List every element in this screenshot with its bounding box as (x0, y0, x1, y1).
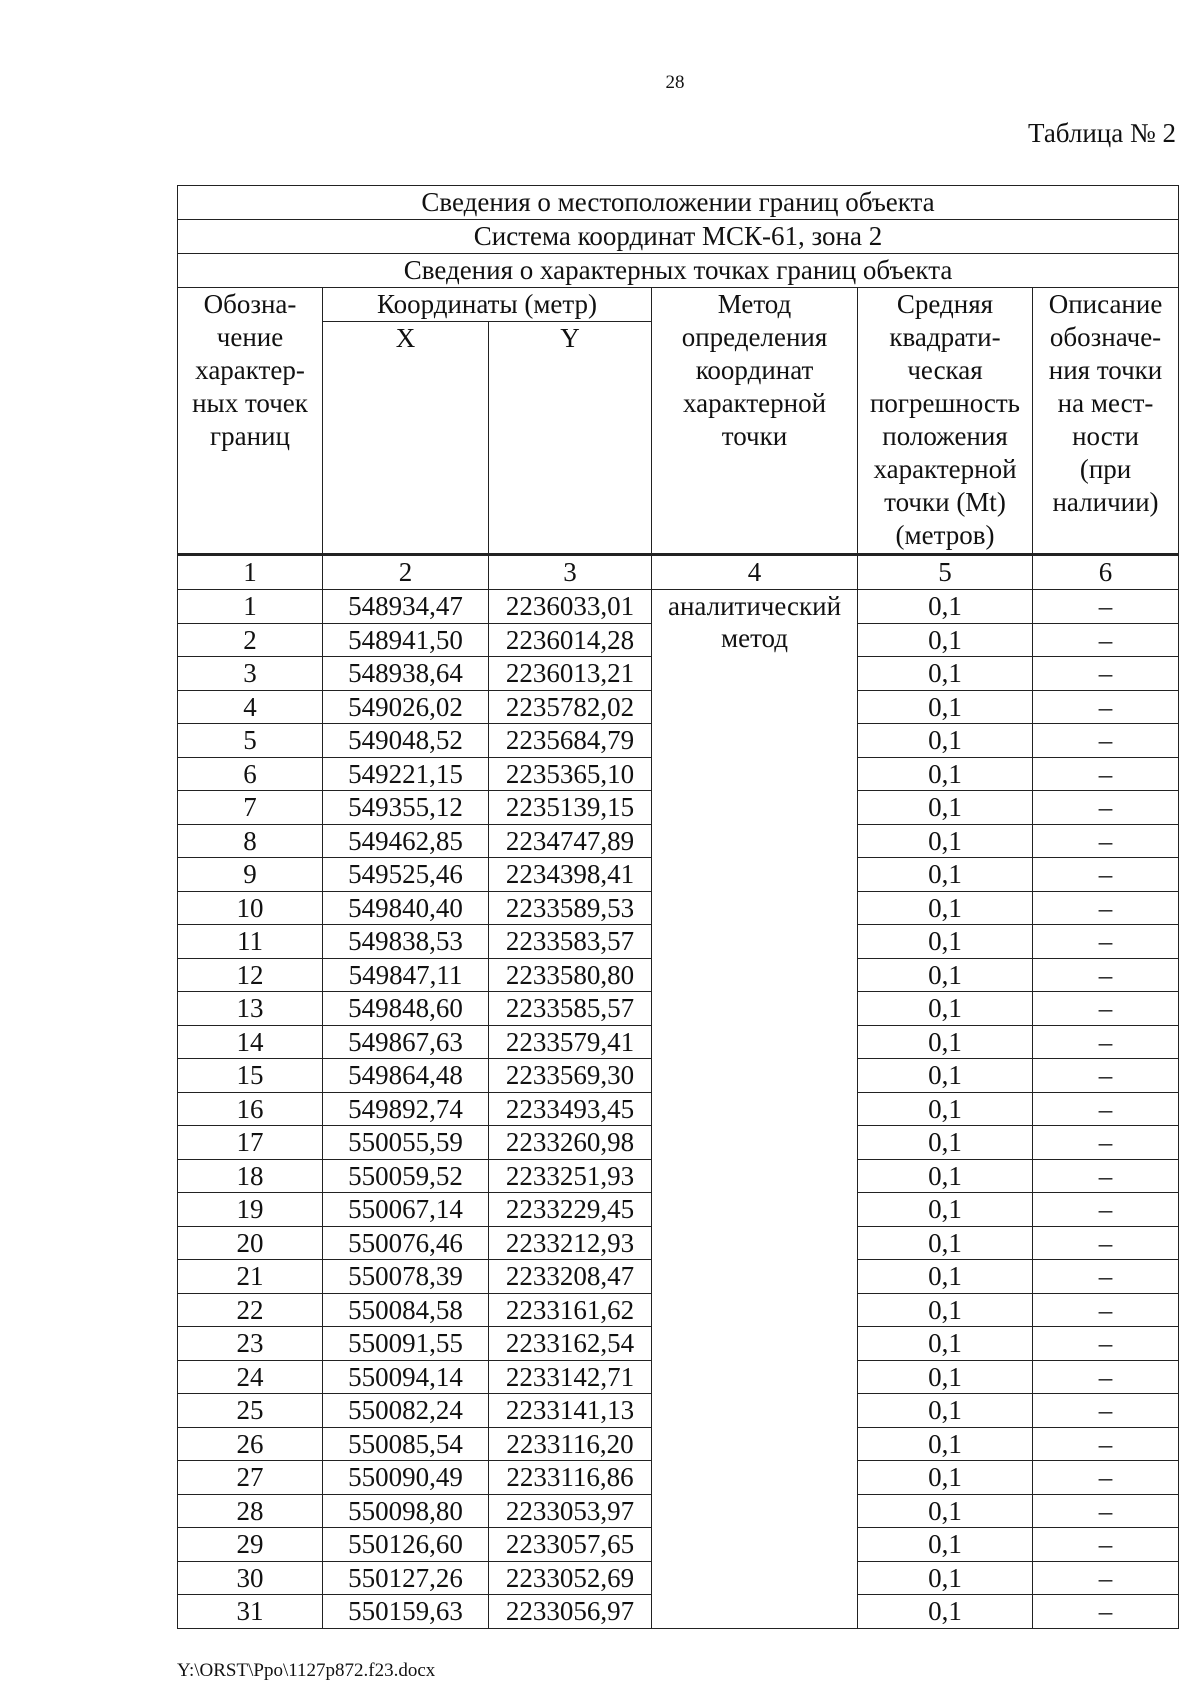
point-number-cell: 14 (178, 1025, 323, 1059)
x-coordinate-cell: 549847,11 (323, 958, 489, 992)
point-number-cell: 11 (178, 925, 323, 959)
header-y: Y (489, 322, 652, 555)
y-coordinate-cell: 2233116,20 (489, 1427, 652, 1461)
error-value-cell: 0,1 (858, 1260, 1033, 1294)
y-coordinate-cell: 2235365,10 (489, 757, 652, 791)
description-cell: – (1033, 1126, 1179, 1160)
description-cell: – (1033, 925, 1179, 959)
point-number-cell: 18 (178, 1159, 323, 1193)
description-cell: – (1033, 1595, 1179, 1629)
error-value-cell: 0,1 (858, 925, 1033, 959)
point-number-cell: 25 (178, 1394, 323, 1428)
description-cell: – (1033, 791, 1179, 825)
point-number-cell: 22 (178, 1293, 323, 1327)
error-value-cell: 0,1 (858, 1226, 1033, 1260)
point-number-cell: 2 (178, 623, 323, 657)
point-number-cell: 4 (178, 690, 323, 724)
point-number-cell: 7 (178, 791, 323, 825)
y-coordinate-cell: 2233569,30 (489, 1059, 652, 1093)
y-coordinate-cell: 2236013,21 (489, 657, 652, 691)
column-number: 3 (489, 555, 652, 590)
x-coordinate-cell: 548938,64 (323, 657, 489, 691)
point-number-cell: 5 (178, 724, 323, 758)
column-number: 5 (858, 555, 1033, 590)
point-number-cell: 10 (178, 891, 323, 925)
point-number-cell: 9 (178, 858, 323, 892)
point-number-cell: 21 (178, 1260, 323, 1294)
x-coordinate-cell: 550126,60 (323, 1528, 489, 1562)
method-text: аналитический (667, 591, 842, 621)
header-method: Метод определения координат характерной точки (652, 288, 858, 555)
y-coordinate-cell: 2233161,62 (489, 1293, 652, 1327)
coordinates-table (177, 185, 1179, 1629)
error-value-cell: 0,1 (858, 590, 1033, 624)
x-coordinate-cell: 549355,12 (323, 791, 489, 825)
error-value-cell: 0,1 (858, 891, 1033, 925)
description-cell: – (1033, 992, 1179, 1026)
point-number-cell: 6 (178, 757, 323, 791)
column-number: 4 (652, 555, 858, 590)
description-cell: – (1033, 657, 1179, 691)
error-value-cell: 0,1 (858, 1561, 1033, 1595)
y-coordinate-cell: 2233057,65 (489, 1528, 652, 1562)
description-cell: – (1033, 724, 1179, 758)
x-coordinate-cell: 549462,85 (323, 824, 489, 858)
x-coordinate-cell: 549525,46 (323, 858, 489, 892)
error-value-cell: 0,1 (858, 824, 1033, 858)
column-number: 1 (178, 555, 323, 590)
description-cell: – (1033, 757, 1179, 791)
error-value-cell: 0,1 (858, 757, 1033, 791)
error-value-cell: 0,1 (858, 1193, 1033, 1227)
x-coordinate-cell: 550059,52 (323, 1159, 489, 1193)
y-coordinate-cell: 2234747,89 (489, 824, 652, 858)
y-coordinate-cell: 2233056,97 (489, 1595, 652, 1629)
y-coordinate-cell: 2233229,45 (489, 1193, 652, 1227)
y-coordinate-cell: 2236033,01 (489, 590, 652, 624)
x-coordinate-cell: 550127,26 (323, 1561, 489, 1595)
x-coordinate-cell: 549026,02 (323, 690, 489, 724)
error-value-cell: 0,1 (858, 858, 1033, 892)
x-coordinate-cell: 549221,15 (323, 757, 489, 791)
error-value-cell: 0,1 (858, 1595, 1033, 1629)
x-coordinate-cell: 549892,74 (323, 1092, 489, 1126)
x-coordinate-cell: 549867,63 (323, 1025, 489, 1059)
y-coordinate-cell: 2235684,79 (489, 724, 652, 758)
point-number-cell: 1 (178, 590, 323, 624)
point-number-cell: 28 (178, 1494, 323, 1528)
x-coordinate-cell: 549048,52 (323, 724, 489, 758)
y-coordinate-cell: 2233251,93 (489, 1159, 652, 1193)
error-value-cell: 0,1 (858, 1461, 1033, 1495)
y-coordinate-cell: 2233260,98 (489, 1126, 652, 1160)
error-value-cell: 0,1 (858, 992, 1033, 1026)
point-number-cell: 17 (178, 1126, 323, 1160)
point-number-cell: 20 (178, 1226, 323, 1260)
description-cell: – (1033, 1427, 1179, 1461)
x-coordinate-cell: 550091,55 (323, 1327, 489, 1361)
description-cell: – (1033, 1561, 1179, 1595)
x-coordinate-cell: 550094,14 (323, 1360, 489, 1394)
page-number: 28 (665, 72, 685, 93)
error-value-cell: 0,1 (858, 1360, 1033, 1394)
point-number-cell: 16 (178, 1092, 323, 1126)
description-cell: – (1033, 1092, 1179, 1126)
description-cell: – (1033, 824, 1179, 858)
error-value-cell: 0,1 (858, 791, 1033, 825)
x-coordinate-cell: 550055,59 (323, 1126, 489, 1160)
x-coordinate-cell: 548941,50 (323, 623, 489, 657)
y-coordinate-cell: 2236014,28 (489, 623, 652, 657)
description-cell: – (1033, 590, 1179, 624)
point-number-cell: 24 (178, 1360, 323, 1394)
y-coordinate-cell: 2233493,45 (489, 1092, 652, 1126)
description-cell: – (1033, 1327, 1179, 1361)
point-number-cell: 31 (178, 1595, 323, 1629)
x-coordinate-cell: 550085,54 (323, 1427, 489, 1461)
x-coordinate-cell: 549838,53 (323, 925, 489, 959)
description-cell: – (1033, 1494, 1179, 1528)
y-coordinate-cell: 2233116,86 (489, 1461, 652, 1495)
y-coordinate-cell: 2233162,54 (489, 1327, 652, 1361)
x-coordinate-cell: 548934,47 (323, 590, 489, 624)
y-coordinate-cell: 2233583,57 (489, 925, 652, 959)
description-cell: – (1033, 1394, 1179, 1428)
error-value-cell: 0,1 (858, 690, 1033, 724)
error-value-cell: 0,1 (858, 1394, 1033, 1428)
description-cell: – (1033, 1159, 1179, 1193)
y-coordinate-cell: 2233589,53 (489, 891, 652, 925)
x-coordinate-cell: 550078,39 (323, 1260, 489, 1294)
x-coordinate-cell: 550084,58 (323, 1293, 489, 1327)
y-coordinate-cell: 2233580,80 (489, 958, 652, 992)
header-error: Средняя квадрати- ческая погрешность положения характерной точки (Mt) (метров) (858, 288, 1033, 555)
description-cell: – (1033, 1461, 1179, 1495)
point-number-cell: 30 (178, 1561, 323, 1595)
description-cell: – (1033, 1360, 1179, 1394)
description-cell: – (1033, 1528, 1179, 1562)
description-cell: – (1033, 623, 1179, 657)
y-coordinate-cell: 2233141,13 (489, 1394, 652, 1428)
point-number-cell: 26 (178, 1427, 323, 1461)
error-value-cell: 0,1 (858, 724, 1033, 758)
description-cell: – (1033, 690, 1179, 724)
description-cell: – (1033, 891, 1179, 925)
table-body (178, 590, 1179, 1629)
y-coordinate-cell: 2233208,47 (489, 1260, 652, 1294)
error-value-cell: 0,1 (858, 1327, 1033, 1361)
point-number-cell: 12 (178, 958, 323, 992)
y-coordinate-cell: 2234398,41 (489, 858, 652, 892)
description-cell: – (1033, 1260, 1179, 1294)
error-value-cell: 0,1 (858, 1159, 1033, 1193)
x-coordinate-cell: 549848,60 (323, 992, 489, 1026)
error-value-cell: 0,1 (858, 958, 1033, 992)
description-cell: – (1033, 958, 1179, 992)
points-info-title: Сведения о характерных точках границ объекта (178, 254, 1179, 288)
description-cell: – (1033, 858, 1179, 892)
point-number-cell: 27 (178, 1461, 323, 1495)
description-cell: – (1033, 1293, 1179, 1327)
header-designation: Обозна- чение характер- ных точек границ (178, 288, 323, 555)
x-coordinate-cell: 550098,80 (323, 1494, 489, 1528)
column-number: 6 (1033, 555, 1179, 590)
error-value-cell: 0,1 (858, 1427, 1033, 1461)
y-coordinate-cell: 2233212,93 (489, 1226, 652, 1260)
file-path-footer: Y:\ORST\Ppo\1127p872.f23.docx (177, 1660, 436, 1681)
column-number: 2 (323, 555, 489, 590)
error-value-cell: 0,1 (858, 1293, 1033, 1327)
coordinate-system-title: Система координат МСК-61, зона 2 (178, 220, 1179, 254)
x-coordinate-cell: 550067,14 (323, 1193, 489, 1227)
table-caption: Таблица № 2 (1028, 118, 1176, 148)
x-coordinate-cell: 550076,46 (323, 1226, 489, 1260)
point-number-cell: 19 (178, 1193, 323, 1227)
description-cell: – (1033, 1059, 1179, 1093)
header-x: X (323, 322, 489, 555)
point-number-cell: 8 (178, 824, 323, 858)
method-cell (652, 590, 858, 1629)
x-coordinate-cell: 550090,49 (323, 1461, 489, 1495)
table-row (178, 590, 1179, 624)
header-coordinates: Координаты (метр) (323, 288, 652, 322)
y-coordinate-cell: 2233142,71 (489, 1360, 652, 1394)
description-cell: – (1033, 1193, 1179, 1227)
point-number-cell: 29 (178, 1528, 323, 1562)
error-value-cell: 0,1 (858, 623, 1033, 657)
error-value-cell: 0,1 (858, 1059, 1033, 1093)
table-title: Сведения о местоположении границ объекта (178, 186, 1179, 220)
header-description: Описание обозначе- ния точки на мест- ности (при наличии) (1033, 288, 1179, 555)
error-value-cell: 0,1 (858, 1025, 1033, 1059)
point-number-cell: 13 (178, 992, 323, 1026)
description-cell: – (1033, 1226, 1179, 1260)
error-value-cell: 0,1 (858, 657, 1033, 691)
point-number-cell: 3 (178, 657, 323, 691)
description-cell: – (1033, 1025, 1179, 1059)
x-coordinate-cell: 549840,40 (323, 891, 489, 925)
point-number-cell: 15 (178, 1059, 323, 1093)
error-value-cell: 0,1 (858, 1092, 1033, 1126)
x-coordinate-cell: 549864,48 (323, 1059, 489, 1093)
y-coordinate-cell: 2233579,41 (489, 1025, 652, 1059)
y-coordinate-cell: 2235139,15 (489, 791, 652, 825)
y-coordinate-cell: 2233053,97 (489, 1494, 652, 1528)
point-number-cell: 23 (178, 1327, 323, 1361)
error-value-cell: 0,1 (858, 1126, 1033, 1160)
error-value-cell: 0,1 (858, 1494, 1033, 1528)
error-value-cell: 0,1 (858, 1528, 1033, 1562)
y-coordinate-cell: 2235782,02 (489, 690, 652, 724)
method-text: метод (721, 623, 788, 653)
x-coordinate-cell: 550159,63 (323, 1595, 489, 1629)
x-coordinate-cell: 550082,24 (323, 1394, 489, 1428)
y-coordinate-cell: 2233052,69 (489, 1561, 652, 1595)
y-coordinate-cell: 2233585,57 (489, 992, 652, 1026)
